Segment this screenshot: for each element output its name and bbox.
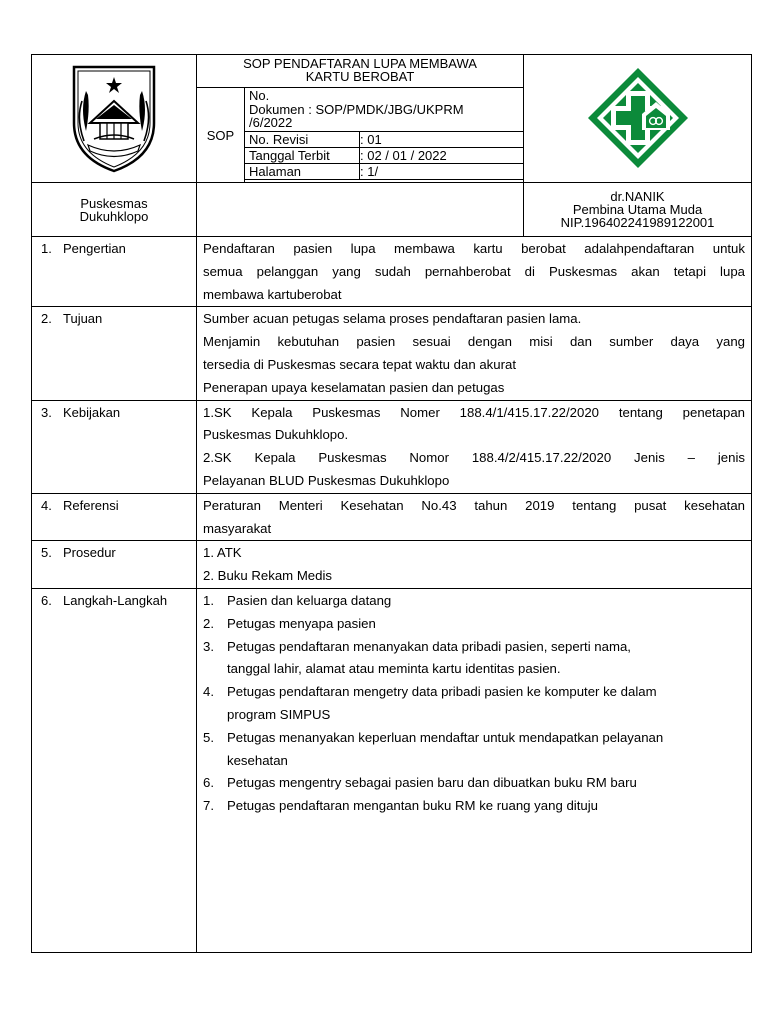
organization-cell: [32, 183, 197, 237]
sop-label-cell: [197, 88, 245, 183]
steps-list: [203, 590, 745, 818]
no-revisi-label: No. Revisi: [249, 132, 309, 147]
step-text-continued: kesehatan: [227, 752, 288, 768]
step-text-continued: tanggal lahir, alamat atau meminta kartu identitas pasien.: [227, 661, 561, 677]
section-number: 2.: [41, 311, 52, 327]
no-dokumen-line3: /6/2022: [249, 115, 293, 130]
no-dokumen-line2: Dokumen : SOP/PMDK/JBG/UKPRM: [249, 101, 464, 117]
section-number: 6.: [41, 592, 52, 608]
section-text-line: Sumber acuan petugas selama proses pendaftaran pasien lama.: [203, 311, 582, 327]
step-item: [203, 772, 745, 795]
step-text: Petugas pendaftaran mengantan buku RM ke ruang yang dituju: [227, 798, 598, 814]
step-item: [203, 681, 745, 727]
org-name-line2: Dukuhklopo: [79, 208, 149, 224]
section-body-cell: [197, 493, 752, 541]
halaman-value: : 1/: [360, 164, 379, 179]
section-text-line: 2. Buku Rekam Medis: [203, 568, 332, 584]
tanggal-terbit-label: Tanggal Terbit: [249, 148, 330, 163]
jombang-regency-seal-icon: [64, 61, 164, 175]
sop-label: SOP: [206, 127, 235, 143]
no-dokumen-line1: No.: [249, 88, 270, 103]
section-number: 3.: [41, 404, 52, 420]
step-number: 6.: [203, 775, 214, 791]
no-revisi-value: : 01: [360, 132, 382, 147]
step-text: Petugas pendaftaran menanyakan data pribadi pasien, seperti nama,: [227, 638, 631, 654]
section-label-cell: [32, 541, 197, 589]
step-text: Petugas menyapa pasien: [227, 615, 376, 631]
puskesmas-cross-logo-icon: [584, 64, 692, 172]
step-number: 5.: [203, 729, 214, 745]
section-label: Kebijakan: [63, 404, 121, 420]
section-text-line: 1. ATK: [203, 545, 242, 561]
step-item: [203, 613, 745, 636]
section-text-line: Penerapan upaya keselamatan pasien dan petugas: [203, 379, 505, 395]
section-text-line: semua pelanggan yang sudah pernahberobat di Puskesmas akan tetapi lupa: [203, 263, 745, 279]
no-revisi-label-cell: [245, 132, 360, 148]
regency-seal-cell: [32, 55, 197, 183]
section-text-line: membawa kartuberobat: [203, 286, 342, 302]
step-number: 4.: [203, 684, 214, 700]
section-label: Prosedur: [63, 545, 116, 561]
org-name-line1: Puskesmas: [80, 195, 148, 211]
step-number: 1.: [203, 592, 214, 608]
section-text-line: masyarakat: [203, 520, 272, 536]
step-text-continued: program SIMPUS: [227, 706, 331, 722]
step-number: 2.: [203, 615, 214, 631]
section-row: [32, 307, 752, 400]
step-item: [203, 727, 745, 773]
puskesmas-logo-cell: [524, 55, 752, 183]
section-label-cell: [32, 493, 197, 541]
step-item: [203, 590, 745, 613]
section-row: [32, 541, 752, 589]
signer-title: Pembina Utama Muda: [572, 202, 703, 217]
sop-header-table: [31, 54, 752, 237]
blank-identity-cell: [197, 183, 524, 237]
section-body-cell: [197, 307, 752, 400]
step-text: Petugas menanyakan keperluan mendaftar untuk mendapatkan pelayanan: [227, 729, 664, 745]
section-label: Langkah-Langkah: [63, 592, 168, 608]
section-label-cell: [32, 237, 197, 307]
halaman-value-cell: [360, 164, 524, 180]
section-label-cell: [32, 400, 197, 493]
section-number: 5.: [41, 545, 52, 561]
section-label-cell: [32, 307, 197, 400]
section-text-line: Peraturan Menteri Kesehatan No.43 tahun 2019 tentang pusat kesehatan: [203, 497, 745, 513]
halaman-label: Halaman: [249, 164, 302, 179]
sop-content-table: [31, 236, 752, 953]
signer-cell: [524, 183, 752, 237]
step-number: 7.: [203, 798, 214, 814]
section-row: [32, 237, 752, 307]
section-text-line: Menjamin kebutuhan pasien sesuai dengan misi dan sumber daya yang: [203, 334, 745, 350]
tanggal-value-cell: [360, 148, 524, 164]
section-text-line: tersedia di Puskesmas secara tepat waktu dan akurat: [203, 356, 517, 372]
no-revisi-value-cell: [360, 132, 524, 148]
step-text: Petugas pendaftaran mengetry data pribadi pasien ke komputer ke dalam: [227, 684, 657, 700]
section-label: Tujuan: [63, 311, 103, 327]
section-text-line: 2.SK Kepala Puskesmas Nomor 188.4/2/415.17.22/2020 Jenis – jenis: [203, 450, 745, 466]
section-row: [32, 493, 752, 541]
step-item: [203, 795, 745, 818]
signer-nip: NIP.196402241989122001: [560, 215, 715, 230]
step-text: Pasien dan keluarga datang: [227, 592, 392, 608]
sop-document: [31, 54, 751, 953]
section-number: 1.: [41, 241, 52, 256]
section-row: [32, 400, 752, 493]
tanggal-terbit-value: : 02 / 01 / 2022: [360, 148, 447, 163]
section-number: 4.: [41, 497, 52, 513]
section-body-cell: [197, 541, 752, 589]
sop-title-cell: [197, 55, 524, 88]
no-dokumen-cell: [245, 88, 524, 132]
section-text-line: Puskesmas Dukuhklopo.: [203, 427, 349, 443]
section-text-line: Pendaftaran pasien lupa membawa kartu berobat adalahpendaftaran untuk: [203, 241, 745, 256]
section-label-langkah: [32, 588, 197, 952]
signer-name: dr.NANIK: [610, 189, 665, 204]
step-number: 3.: [203, 638, 214, 654]
section-text-line: Pelayanan BLUD Puskesmas Dukuhklopo: [203, 472, 450, 488]
step-text: Petugas mengentry sebagai pasien baru dan dibuatkan buku RM baru: [227, 775, 637, 791]
section-body-cell: [197, 400, 752, 493]
section-label: Referensi: [63, 497, 119, 513]
tanggal-label-cell: [245, 148, 360, 164]
sop-title-line1: SOP PENDAFTARAN LUPA MEMBAWA: [243, 56, 477, 71]
sop-title-line2: KARTU BEROBAT: [305, 69, 415, 84]
halaman-label-cell: [245, 164, 360, 180]
section-body-langkah: [197, 588, 752, 952]
section-label: Pengertian: [63, 241, 126, 256]
section-text-line: 1.SK Kepala Puskesmas Nomer 188.4/1/415.17.22/2020 tentang penetapan: [203, 404, 745, 420]
step-item: [203, 636, 745, 682]
section-body-cell: [197, 237, 752, 307]
